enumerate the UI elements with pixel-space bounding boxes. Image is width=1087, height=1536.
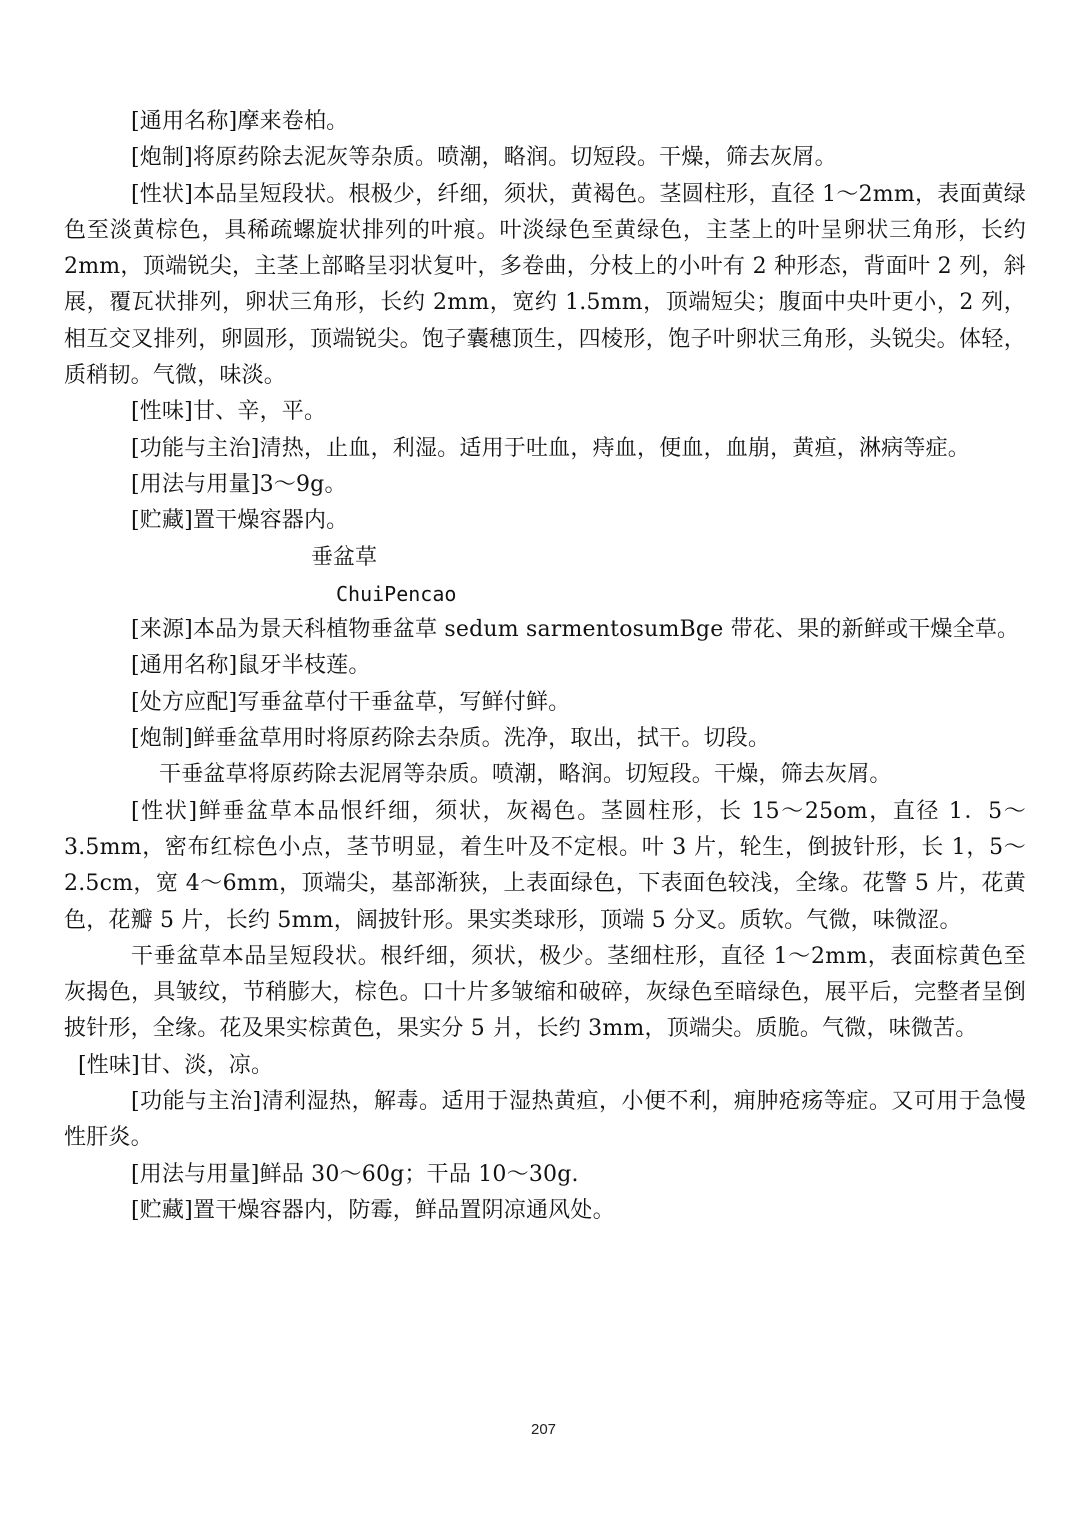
paragraph-function-indication-2: [功能与主治]清利湿热，解毒。适用于湿热黄疸，小便不利，痈肿疮疡等症。又可用于急慢性肝炎。 bbox=[64, 1089, 1026, 1151]
paragraph-description: [性状]本品呈短段状。根极少，纤细，须状，黄褐色。茎圆柱形，直径 1～2mm，表面黄绿色至淡黄棕色，具稀疏螺旋状排列的叶痕。叶淡绿色至黄绿色，主茎上的叶呈卵状三角形，长约 2mm，顶端锐尖，主茎上部略呈羽状复叶，多卷曲，分枝上的小叶有 2 种形态，背面叶 2 列，斜展，覆瓦状排列，卵状三角形，长约 2mm，宽约 1.5mm，顶端短尖；腹面中央叶更小，2 列，相互交叉排列，卵圆形，顶端锐尖。饱子囊穗顶生，四棱形，饱子叶卵状三角形，头锐尖。体轻，质稍韧。气微，味淡。 bbox=[64, 181, 1026, 389]
paragraph-description-fresh: [性状]鲜垂盆草本品恨纤细，须状，灰褐色。茎圆柱形，长 15～25om，直径 1．5～3.5mm，密布红棕色小点，茎节明显，着生叶及不定根。叶 3 片，轮生，倒披针形，长 1，5～2.5cm，宽 4～6mm，顶端尖，基部渐狭，上表面绿色，下表面色较浅，全缘。花警 5 片，花黄色，花瓣 5 片，长约 5mm，阔披针形。果实类球形，顶端 5 分叉。质软。气微，味微涩。 bbox=[64, 798, 1026, 933]
paragraph-processing: [炮制]将原药除去泥灰等杂质。喷潮，略润。切短段。干燥，筛去灰屑。 bbox=[131, 145, 837, 171]
entry-pinyin: ChuiPencao bbox=[336, 581, 457, 606]
paragraph-storage: [贮藏]置干燥容器内。 bbox=[131, 508, 349, 534]
paragraph-prescription: [处方应配]写垂盆草付干垂盆草，写鲜付鲜。 bbox=[131, 689, 571, 715]
page-body bbox=[64, 104, 1026, 1229]
paragraph-description-dried: 干垂盆草本品呈短段状。根纤细，须状，极少。茎细柱形，直径 1～2mm，表面棕黄色至灰揭色，具皱纹，节稍膨大，棕色。口十片多皱缩和破碎，灰绿色至暗绿色，展平后，完整者呈倒披针形，全缘。花及果实棕黄色，果实分 5 爿，长约 3mm，顶端尖。质脆。气微，味微苦。 bbox=[64, 943, 1026, 1042]
paragraph-storage-2: [贮藏]置干燥容器内，防霉，鲜品置阴凉通风处。 bbox=[131, 1197, 615, 1223]
paragraph-common-name-2: [通用名称]鼠牙半枝莲。 bbox=[131, 653, 371, 679]
paragraph-nature-flavor-2: [性味]甘、淡，凉。 bbox=[78, 1052, 274, 1078]
entry-title: 垂盆草 bbox=[311, 544, 378, 570]
paragraph-processing-fresh: [炮制]鲜垂盆草用时将原药除去杂质。洗净，取出，拭干。切段。 bbox=[131, 726, 771, 752]
paragraph-dosage: [用法与用量]3～9g。 bbox=[131, 471, 347, 497]
paragraph-function-indication: [功能与主治]清热，止血，利湿。适用于吐血，痔血，便血，血崩，黄疸，淋病等症。 bbox=[131, 435, 970, 461]
paragraph-nature-flavor: [性味]甘、辛，平。 bbox=[131, 399, 327, 425]
paragraph-common-name: [通用名称]摩来卷柏。 bbox=[131, 109, 349, 134]
page-number: 207 bbox=[530, 1421, 557, 1438]
paragraph-processing-dried: 干垂盆草将原药除去泥屑等杂质。喷潮，略润。切短段。干燥，筛去灰屑。 bbox=[159, 762, 892, 788]
paragraph-dosage-2: [用法与用量]鲜品 30～60g；干品 10～30g. bbox=[131, 1161, 579, 1187]
paragraph-source: [来源]本品为景天科植物垂盆草 sedum sarmentosumBge 带花、果的新鲜或干燥全草。 bbox=[131, 617, 1020, 643]
